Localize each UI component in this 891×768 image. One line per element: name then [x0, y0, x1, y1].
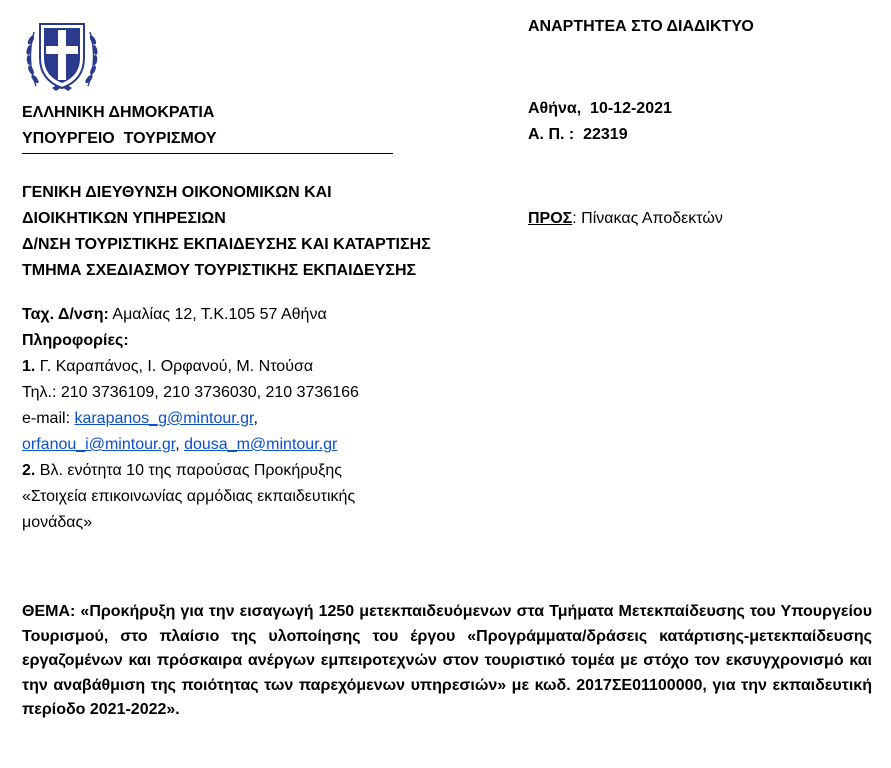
- subject-paragraph: ΘΕΜΑ: «Προκήρυξη για την εισαγωγή 1250 μετεκπαιδευόμενων στα Τμήματα Μετεκπαίδευσης του Υπουργείου Τουρισμού, στο πλαίσιο της υλοποίησης του έργου «Προγράμματα/δράσεις κατάρτισης-μετεκπαίδευσης εργαζομένων και πρόσκαιρα ανέργων εμπειροτεχνών στον τουριστικό τομέα με στόχο τον εκσυγχρονισμό και την αναβάθμιση της ποιότητας των παρεχόμενων υπηρεσιών» με κωδ. 2017ΣΕ01100000, για την εκπαιδευτική περίοδο 2021-2022».: [22, 603, 872, 718]
- email-line-2: [22, 432, 359, 458]
- department-line-3: Δ/ΝΣΗ ΤΟΥΡΙΣΤΙΚΗΣ ΕΚΠΑΙΔΕΥΣΗΣ ΚΑΙ ΚΑΤΑΡΤΙΣΗΣ: [22, 236, 431, 253]
- address-value: Αμαλίας 12, Τ.Κ.105 57 Αθήνα: [108, 306, 327, 323]
- email-link-dousa[interactable]: dousa_m@mintour.gr: [184, 436, 338, 453]
- document-date: Αθήνα, 10-12-2021: [528, 100, 672, 117]
- item-2-text-3: μονάδας»: [22, 514, 93, 531]
- item-1-number: 1.: [22, 358, 36, 375]
- address-line: [22, 302, 359, 328]
- issuer-underline: [22, 153, 393, 154]
- email-link-orfanou[interactable]: orfanou_i@mintour.gr: [22, 436, 176, 453]
- email-separator-2: ,: [175, 436, 185, 453]
- department-line-2: ΔΙΟΙΚΗΤΙΚΩΝ ΥΠΗΡΕΣΙΩΝ: [22, 210, 226, 227]
- contact-block: [22, 302, 359, 536]
- item-2-text-2: «Στοιχεία επικοινωνίας αρμόδιας εκπαιδευτικής: [22, 488, 356, 505]
- posted-online-notice: ΑΝΑΡΤΗΤΕΑ ΣΤΟ ΔΙΑΔΙΚΤΥΟ: [528, 18, 754, 35]
- item-2-number: 2.: [22, 462, 36, 479]
- phones-line: Τηλ.: 210 3736109, 210 3736030, 210 3736166: [22, 384, 359, 401]
- protocol-number: Α. Π. : 22319: [528, 126, 628, 143]
- address-label: Ταχ. Δ/νση:: [22, 306, 109, 323]
- email-label: e-mail:: [22, 410, 75, 427]
- department-line-4: ΤΜΗΜΑ ΣΧΕΔΙΑΣΜΟΥ ΤΟΥΡΙΣΤΙΚΗΣ ΕΚΠΑΙΔΕΥΣΗΣ: [22, 262, 417, 279]
- to-value: : Πίνακας Αποδεκτών: [572, 210, 723, 227]
- item-1-names: Γ. Καραπάνος, Ι. Ορφανού, Μ. Ντούσα: [35, 358, 314, 375]
- email-separator-1: ,: [253, 410, 258, 427]
- issuer-country: ΕΛΛΗΝΙΚΗ ΔΗΜΟΚΡΑΤΙΑ: [22, 104, 215, 121]
- email-link-karapanos[interactable]: karapanos_g@mintour.gr: [74, 410, 254, 427]
- department-line-1: ΓΕΝΙΚΗ ΔΙΕΥΘΥΝΣΗ ΟΙΚΟΝΟΜΙΚΩΝ ΚΑΙ: [22, 184, 332, 201]
- issuer-ministry: ΥΠΟΥΡΓΕΙΟ ΤΟΥΡΙΣΜΟΥ: [22, 130, 217, 147]
- contact-item-2: [22, 458, 359, 484]
- coat-of-arms-emblem: [22, 8, 102, 96]
- contact-item-1: [22, 354, 359, 380]
- item-2-text-1: Βλ. ενότητα 10 της παρούσας Προκήρυξης: [35, 462, 342, 479]
- info-label: Πληροφορίες:: [22, 332, 129, 349]
- to-label: ΠΡΟΣ: [528, 210, 573, 227]
- greek-emblem-icon: [22, 8, 102, 96]
- recipients-line: [528, 206, 723, 232]
- issuer-block: [22, 100, 217, 152]
- department-block: [22, 180, 431, 284]
- email-line: [22, 406, 359, 432]
